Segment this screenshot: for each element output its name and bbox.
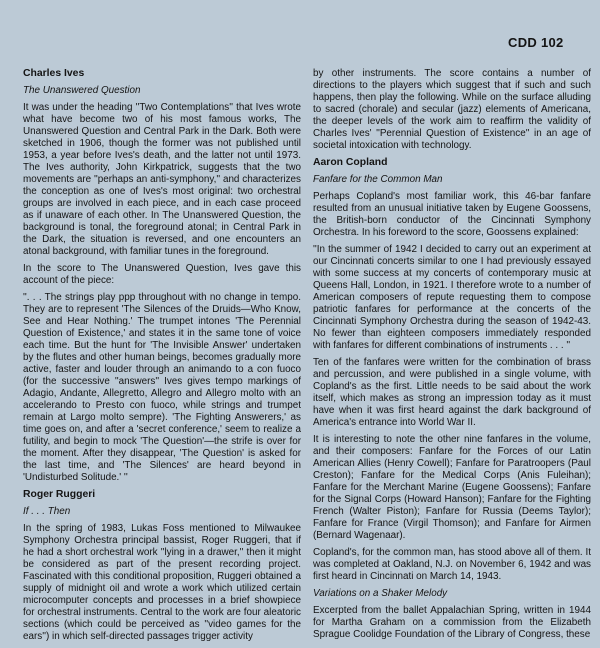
left-column [23,68,301,648]
copland-paragraph-3: Ten of the fanfares were written for the combination of brass and percussion, and were published in a single volume, with Copland's as the first. Little needs to be said about the work itself, which makes as strong an impression today as it must have when it was first heard against the dark background of America's entrance into World War II. [313,357,591,428]
ives-quote: ''. . . The strings play ppp throughout with no change in tempo. They are to represent 'The Silences of the Druids—Who Know, See and Hear Nothing.' The trumpet intones 'The Perennial Question of Existence,' and states it in the same tone of voice each time. But the hunt for 'The Invisible Answer' undertaken by the flutes and other human beings, becomes gradually more active, faster and louder through an animando to a con fuoco (for the successive ''answers'' Ives gives tempo markings of Adagio, Andante, Allegretto, Allegro and Allegro molto with an accelerando to Presto con fuoco, while strings and trumpet remain at Largo molto sempre). 'The Fighting Answerers,' as time goes on, and after a 'secret conference,' seem to realize a futility, and begin to mock 'The Question'—the strife is over for the moment. After they disappear, 'The Question' is asked for the last time, and 'The Silences' are heard beyond in 'Undisturbed Solitude.' '' [23,292,301,483]
catalog-number: CDD 102 [508,35,564,50]
ives-heading: Charles Ives [23,68,85,79]
ruggeri-heading: Roger Ruggeri [23,489,96,500]
ruggeri-paragraph-1: In the spring of 1983, Lukas Foss mentioned to Milwaukee Symphony Orchestra principal bassist, Roger Ruggeri, that if he had a short orchestral work ''lying in a drawer,'' then it might be considered as part of the present recording project. Fascinated with this conditional proposition, Ruggeri obtained a supply of midnight oil and wrote a work which utilized certain microcomputer concepts and processes in a brief showpiece for orchestral instruments. Central to the work are four aleatoric sections (which could be perceived as ''video games for the ears'') in which self-directed passages trigger activity [23,523,301,642]
ives-paragraph-2: In the score to The Unanswered Question, Ives gave this account of the piece: [23,263,301,286]
copland-paragraph-4: It is interesting to note the other nine fanfares in the volume, and their composers: Fanfare for the Forces of our Latin American Allies (Henry Cowell); Fanfare for Paratroopers (Paul Creston); Fanfare for the Medical Corps (Anis Fuleihan); Fanfare for the Merchant Marine (Eugene Goossens); Fanfare for the Signal Corps (Howard Hanson); Fanfare for the Fighting French (Walter Piston); Fanfare for Russia (Deems Taylor); Fanfare for France (Virgil Thomson); and Fanfare for Airmen (Bernard Wagenaar). [313,434,591,541]
ives-subheading: The Unanswered Question [23,85,141,96]
ives-paragraph-1: It was under the heading ''Two Contemplations'' that Ives wrote what have become two of his most famous works, The Unanswered Question and Central Park in the Dark. Both were sketched in 1906, though the former was not published until 1953, a year before Ives's death, and the latter not until 1973. The Ives authority, John Kirkpatrick, suggests that the two movements are ''perhaps an anti-symphony,'' and characterizes the conception as one of Ives's most original: two orchestral groups are involved in each piece, and in each case proceed as if unaware of each other. In The Unanswered Question, the background is tonal, the foreground atonal; in Central Park in the Dark, the situation is reversed, and one encounters an atonal background, with familiar tunes in the foreground. [23,102,301,257]
copland-paragraph-1: Perhaps Copland's most familiar work, this 46-bar fanfare resulted from an unusual initiative taken by Eugene Goossens, the British-born conductor of the Cincinnati Symphony Orchestra. In his foreword to the score, Goossens explained: [313,191,591,238]
shaker-paragraph-1: Excerpted from the ballet Appalachian Spring, written in 1944 for Martha Graham on a commission from the Elizabeth Sprague Coolidge Foundation of the Library of Congress, these [313,605,591,640]
right-column [313,68,591,646]
copland-subheading: Fanfare for the Common Man [313,174,443,185]
goossens-quote: ''In the summer of 1942 I decided to carry out an experiment at our Cincinnati concerts similar to one I had previously essayed with some success at my concerts of contemporary music at Queens Hall, London, in 1921. I therefore wrote to a number of American composers of repute requesting them to compose patriotic fanfares for performance at the concerts of the Cincinnati Symphony Orchestra during the season of 1942-43. No fewer than eighteen composers immediately responded with fanfares for different combinations of instruments . . . '' [313,244,591,351]
shaker-subheading: Variations on a Shaker Melody [313,588,448,599]
ruggeri-subheading: If . . . Then [23,506,71,517]
copland-paragraph-5: Copland's, for the common man, has stood above all of them. It was completed at Oakland, N.J. on November 6, 1942 and was first heard in Cincinnati on March 14, 1943. [313,547,591,582]
copland-heading: Aaron Copland [313,157,388,168]
ruggeri-continued: by other instruments. The score contains a number of directions to the players which suggest that if such and such happens, then play the following. While on the surface alluding to sacred (chorale) and secular (jazz) elements of Americana, the deeper levels of the work aim to reaffirm the validity of Charles Ives' ''Perennial Question of Existence'' in an age of societal intoxication with technology. [313,68,591,151]
